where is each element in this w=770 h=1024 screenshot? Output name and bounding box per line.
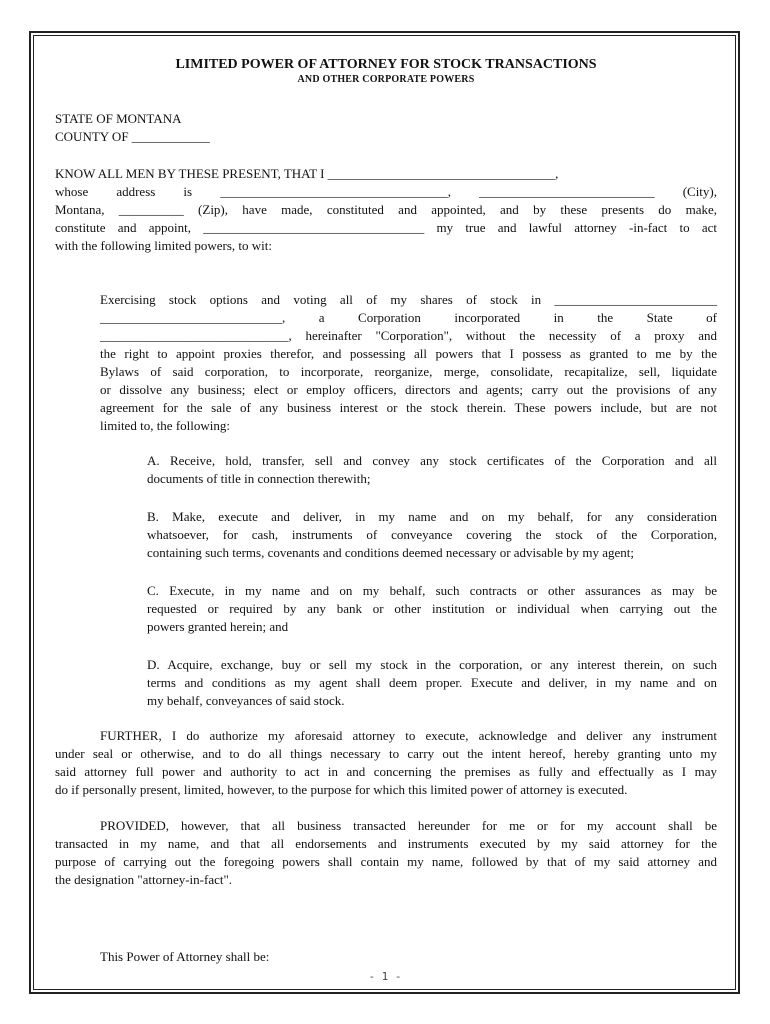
further-line: under seal or otherwise, and to do all things necessary to carry out the intent hereof, hereby granting unto my [55,746,717,761]
item-c [55,582,717,636]
item-c-line: requested or required by any bank or other institution or individual when carrying out the [147,601,717,616]
item-b-line: B. Make, execute and deliver, in my name and on my behalf, for any consideration [147,509,717,524]
exercising-line: Exercising stock options and voting all of my shares of stock in _________________________ [100,292,717,307]
item-b-line: whatsoever, for cash, instruments of conveyance covering the stock of the Corporation, [147,527,717,542]
item-b-line: containing such terms, covenants and conditions deemed necessary or advisable by my agent; [147,545,634,560]
further-line: said attorney full power and authority to act in and concerning the premises as fully and effectually as I may [55,764,717,779]
item-c-line: C. Execute, in my name and on my behalf, such contracts or other assurances as may be [147,583,717,598]
provided-line: purpose of carrying out the foregoing powers shall contain my name, followed by that of my said attorney and [55,854,717,869]
exercising-line: the right to appoint proxies therefor, and possessing all powers that I possess as granted to me by the [100,346,717,361]
intro-line: constitute and appoint, __________________________________ my true and lawful attorney -in-fact to act [55,220,717,235]
further-paragraph [55,727,717,799]
further-line: do if personally present, limited, however, to the purpose for which this limited power of attorney is executed. [55,782,628,797]
item-d-line: D. Acquire, exchange, buy or sell my stock in the corporation, or any interest therein, on such [147,657,717,672]
intro-line: Montana, __________ (Zip), have made, constituted and appointed, and by these presents do make, [55,202,717,217]
document-body [55,56,717,889]
further-line: FURTHER, I do authorize my aforesaid attorney to execute, acknowledge and deliver any instrument [100,728,717,743]
state-line: STATE OF MONTANA [55,111,182,126]
item-a-line: A. Receive, hold, transfer, sell and convey any stock certificates of the Corporation and all [147,453,717,468]
item-a [55,452,717,488]
intro-paragraph [55,165,717,255]
jurisdiction-block [55,110,717,146]
exercising-line: limited to, the following: [100,418,230,433]
intro-line: KNOW ALL MEN BY THESE PRESENT, THAT I ___________________________________, [55,166,559,181]
item-d [55,656,717,710]
item-d-line: my behalf, conveyances of said stock. [147,693,345,708]
exercising-paragraph [55,291,717,435]
intro-line: with the following limited powers, to wit: [55,238,273,253]
item-a-line: documents of title in connection therewith; [147,471,371,486]
item-c-line: powers granted herein; and [147,619,289,634]
exercising-line: agreement for the sale of any business interest or the stock therein. These powers include, but are not [100,400,717,415]
item-d-line: terms and conditions as my agent shall deem proper. Execute and deliver, in my name and on [147,675,717,690]
provided-line: transacted in my name, and that all endorsements and instruments executed by my said attorney for the [55,836,717,851]
provided-paragraph [55,817,717,889]
exercising-line: Bylaws of said corporation, to incorporate, reorganize, merge, consolidate, recapitalize, sell, liquidate [100,364,717,379]
exercising-line: or dissolve any business; elect or employ officers, directors and agents; carry out the provisions of any [100,382,717,397]
document-title: LIMITED POWER OF ATTORNEY FOR STOCK TRANSACTIONS [175,57,597,72]
page-number: - 1 - [368,970,402,983]
provided-line: the designation "attorney-in-fact". [55,872,233,887]
term-line: This Power of Attorney shall be: [100,949,270,964]
intro-line: whose address is ___________________________________, ___________________________ (City), [55,184,717,199]
document-subtitle: AND OTHER CORPORATE POWERS [297,74,475,85]
item-b [55,508,717,562]
exercising-line: ____________________________, a Corporation incorporated in the State of [100,310,717,325]
county-line: COUNTY OF ____________ [55,129,210,144]
provided-line: PROVIDED, however, that all business transacted hereunder for me or for my account shall be [100,818,717,833]
exercising-line: _____________________________, hereinafter "Corporation", without the necessity of a proxy and [100,328,717,343]
